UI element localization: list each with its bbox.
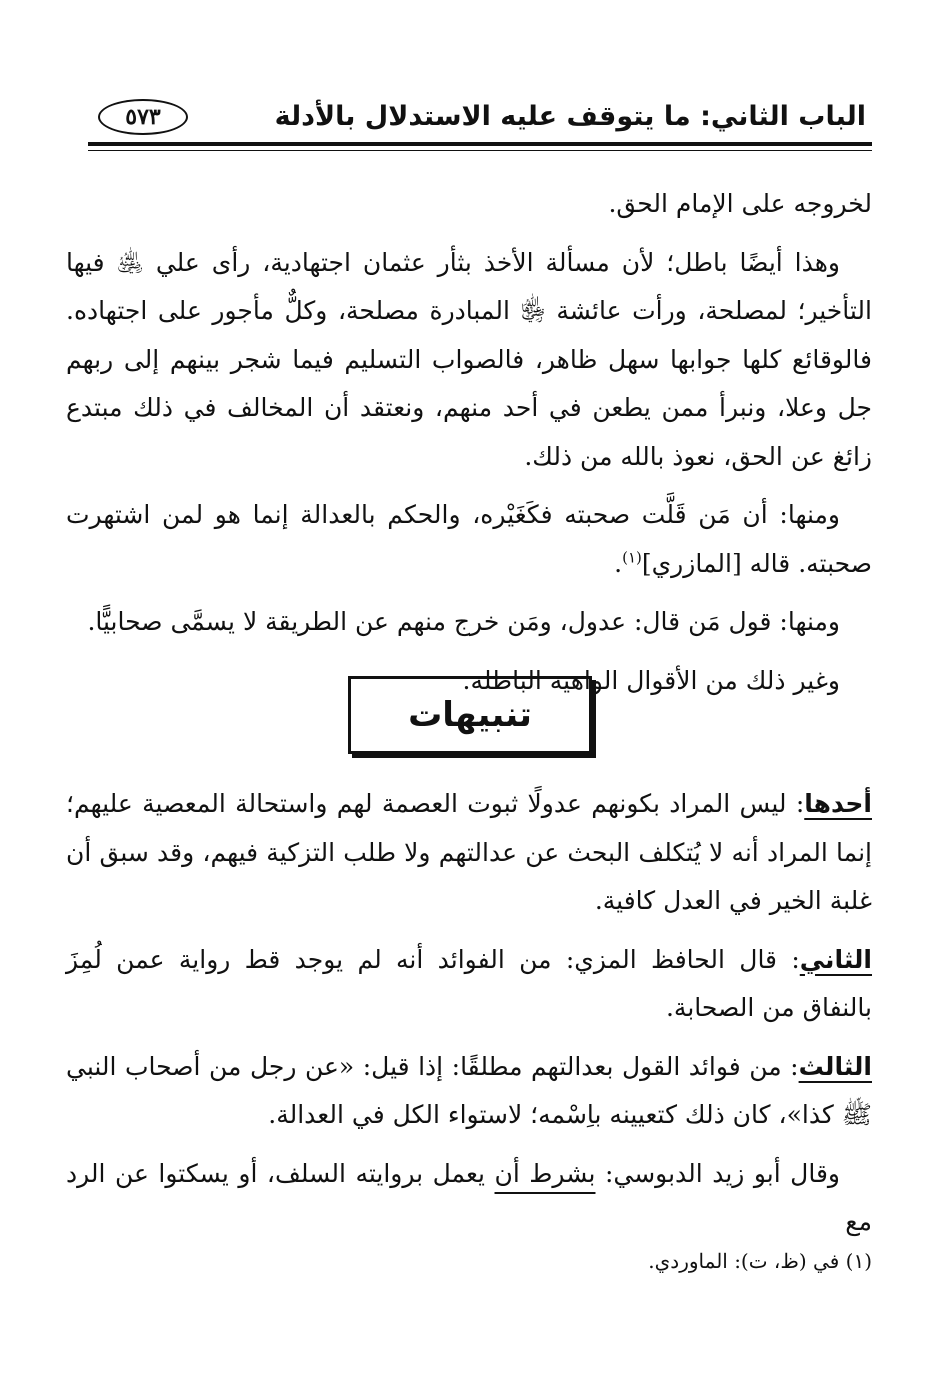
paragraph-text: وقال أبو زيد الدبوسي: xyxy=(595,1158,840,1188)
note-text: : من فوائد القول بعدالتهم مطلقًا: إذا قيل: «عن رجل من أصحاب النبي ﷺ كذا»، كان ذلك كتعيينه باِسْمه؛ لاستواء الكل في العدالة. xyxy=(66,1051,872,1129)
footnote-marker: (١) xyxy=(622,548,642,567)
paragraph-with-footnote xyxy=(66,491,872,588)
footnote: (١) في (ظ، ت): الماوردي. xyxy=(648,1249,872,1273)
header-rule-thin xyxy=(88,150,872,151)
paragraph-text: ومنها: أن مَن قَلَّت صحبته فكَغَيْره، والحكم بالعدالة إنما هو لمن اشتهرت صحبته. قاله [المازري] xyxy=(66,500,872,578)
paragraph-continuation: لخروجه على الإمام الحق. xyxy=(608,189,872,218)
note-first xyxy=(66,780,872,926)
main-text-top xyxy=(66,180,872,715)
paragraph: وغير ذلك من الأقوال الواهية الباطلة. xyxy=(462,665,840,695)
header-rule-thick xyxy=(88,142,872,146)
page-number: ٥٧٣ xyxy=(98,99,188,135)
main-text-bottom xyxy=(66,780,872,1257)
paragraph-text: يعمل بروايته السلف، أو يسكتوا عن الرد مع xyxy=(66,1158,872,1236)
section-heading-box: تنبيهات xyxy=(348,676,592,754)
note-second xyxy=(66,936,872,1033)
note-text: : قال الحافظ المزي: من الفوائد أنه لم يوجد قط رواية عمن لُمِزَ بالنفاق من الصحابة. xyxy=(66,944,872,1022)
note-text: : ليس المراد بكونهم عدولًا ثبوت العصمة لهم واستحالة المعصية عليهم؛ إنما المراد أنه لا يُتكلف البحث عن عدالتهم ولا طلب التزكية فيهم، وقد سبق أن غلبة الخير في العدل كافية. xyxy=(66,789,872,915)
paragraph: وهذا أيضًا باطل؛ لأن مسألة الأخذ بثأر عثمان اجتهادية، رأى علي ﵁ فيها التأخير؛ لمصلحة، ورأت عائشة ﵂ المبادرة مصلحة، وكلٌّ مأجور على اجتهاده. فالوقائع كلها جوابها سهل ظاهر، فالصواب التسليم فيما شجر بينهم إلى ربهم جل وعلا، ونبرأ ممن يطعن في أحد منهم، ونعتقد أن المخالف في ذلك مبتدع زائغ عن الحق، نعوذ بالله من ذلك. xyxy=(66,247,872,471)
note-third xyxy=(66,1043,872,1140)
running-header xyxy=(90,95,866,145)
paragraph-last xyxy=(66,1150,872,1247)
paragraph: ومنها: قول مَن قال: عدول، ومَن خرج منهم عن الطريقة لا يسمَّى صحابيًّا. xyxy=(87,607,840,636)
note-lead: الثالث xyxy=(798,1051,872,1081)
paragraph-end: . xyxy=(614,548,623,578)
chapter-title: الباب الثاني: ما يتوقف عليه الاستدلال بالأدلة xyxy=(274,101,866,132)
section-heading-area xyxy=(0,676,934,756)
underlined-phrase: بشرط أن xyxy=(494,1158,596,1188)
note-lead: أحدها xyxy=(804,789,872,818)
note-lead: الثاني xyxy=(799,944,872,974)
